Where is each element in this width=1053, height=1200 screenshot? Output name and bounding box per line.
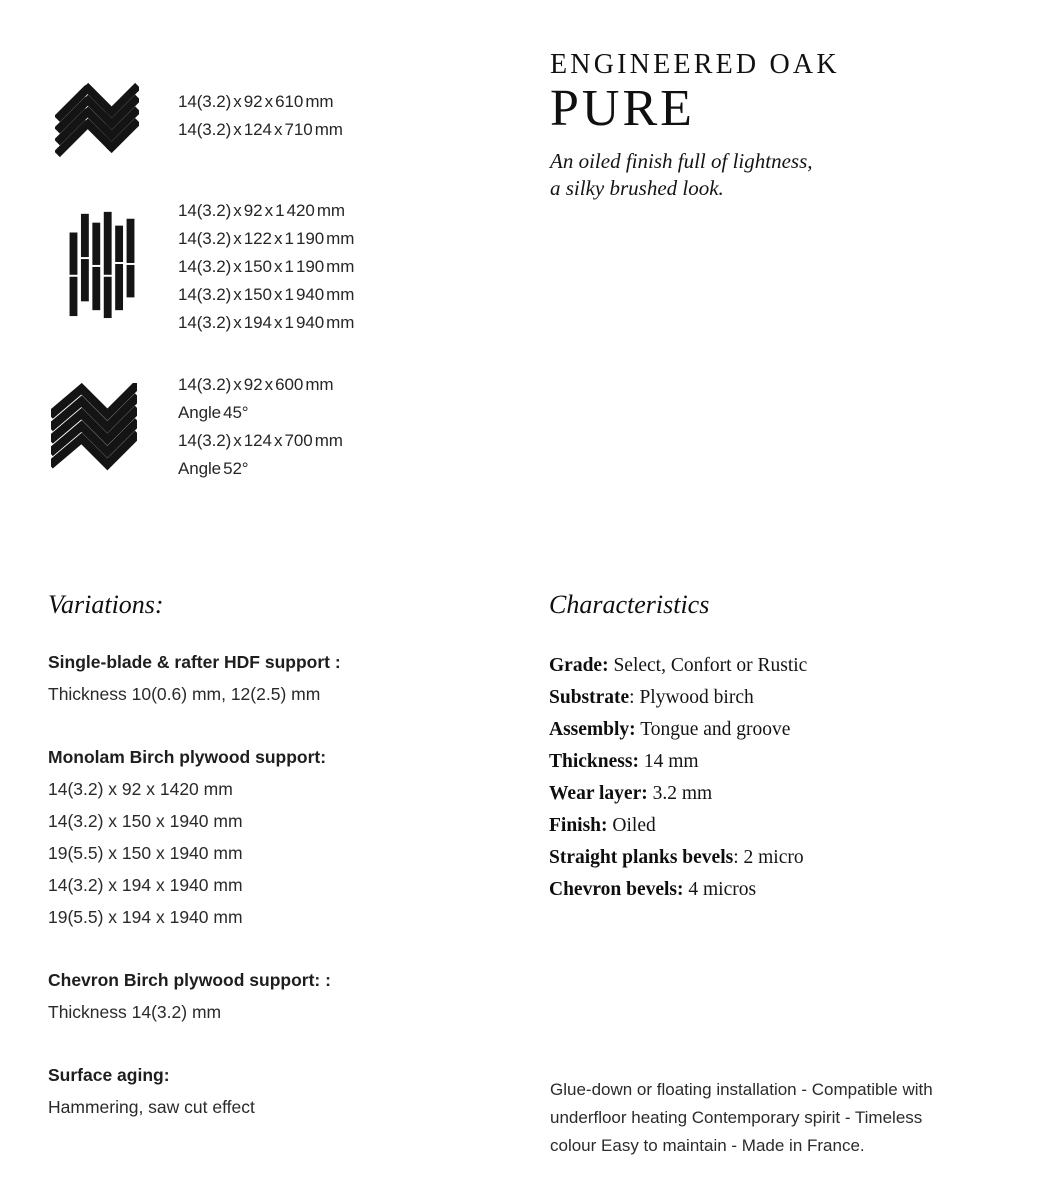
variation-line: 14(3.2) x 150 x 1940 mm — [48, 811, 243, 831]
variations-heading: Variations: — [48, 590, 164, 619]
characteristic-value: Tongue and groove — [635, 719, 791, 740]
characteristics-heading: Characteristics — [549, 590, 710, 619]
variation-group-title: Surface aging: — [48, 1065, 170, 1085]
characteristic-row — [549, 842, 1029, 874]
characteristic-value: Select, Confort or Rustic — [608, 655, 808, 676]
dimension-line: 14(3.2) x 150 x 1 940 mm — [178, 285, 355, 304]
dimension-line: 14(3.2) x 92 x 1 420 mm — [178, 201, 345, 220]
variation-group — [48, 741, 518, 933]
characteristic-row — [549, 778, 1029, 810]
characteristic-label: Assembly: — [549, 719, 636, 740]
characteristic-value: Oiled — [607, 815, 656, 836]
characteristic-row — [549, 746, 1029, 778]
characteristic-value: 14 mm — [638, 751, 699, 772]
characteristic-row — [549, 874, 1029, 906]
product-header — [550, 50, 840, 202]
dimension-line: 14(3.2) x 124 x 710 mm — [178, 120, 343, 139]
format-herringbone-dimensions — [178, 88, 343, 144]
variation-group-title: Single-blade & rafter HDF support : — [48, 652, 341, 672]
characteristic-label: Wear layer: — [549, 783, 648, 804]
characteristic-label: Straight planks bevels — [549, 847, 734, 868]
variation-line: 14(3.2) x 92 x 1420 mm — [48, 779, 233, 799]
characteristic-label: Thickness: — [549, 751, 639, 772]
dimension-line: 14(3.2) x 92 x 610 mm — [178, 92, 334, 111]
chevron-pattern-icon — [51, 383, 137, 471]
characteristic-row — [549, 810, 1029, 842]
dimension-line: Angle 45° — [178, 403, 249, 422]
variation-group-title: Monolam Birch plywood support: — [48, 747, 327, 767]
characteristic-label: Substrate — [549, 687, 630, 708]
variations-section — [48, 646, 518, 1154]
variation-line: Thickness 10(0.6) mm, 12(2.5) mm — [48, 684, 321, 704]
herringbone-pattern-icon — [55, 78, 139, 162]
random-planks-pattern-icon — [69, 204, 135, 320]
dimension-line: 14(3.2) x 92 x 600 mm — [178, 375, 334, 394]
characteristic-value: : Plywood birch — [629, 687, 754, 708]
characteristic-value: : 2 micro — [733, 847, 804, 868]
format-chevron-dimensions — [178, 371, 343, 483]
installation-notes: Glue-down or floating installation - Compatible with underfloor heating Contemporary spirit - Timeless colour Easy to maintain - Made in France. — [550, 1080, 933, 1155]
variation-line: Hammering, saw cut effect — [48, 1097, 255, 1117]
format-planks-dimensions — [178, 197, 354, 337]
characteristic-value: 4 micros — [683, 879, 757, 900]
variation-group-title: Chevron Birch plywood support: : — [48, 970, 331, 990]
dimension-line: 14(3.2) x 150 x 1 190 mm — [178, 257, 355, 276]
variation-line: 14(3.2) x 194 x 1940 mm — [48, 875, 243, 895]
dimension-line: Angle 52° — [178, 459, 249, 478]
characteristic-row — [549, 682, 1029, 714]
dimension-line: 14(3.2) x 124 x 700 mm — [178, 431, 343, 450]
characteristic-label: Finish: — [549, 815, 608, 836]
variation-line: 19(5.5) x 194 x 1940 mm — [48, 907, 243, 927]
variation-line: Thickness 14(3.2) mm — [48, 1002, 222, 1022]
characteristic-label: Grade: — [549, 655, 609, 676]
collection-kicker: ENGINEERED OAK — [550, 49, 840, 80]
dimension-line: 14(3.2) x 122 x 1 190 mm — [178, 229, 355, 248]
variation-group — [48, 964, 518, 1028]
characteristic-value: 3.2 mm — [647, 783, 713, 804]
characteristic-row — [549, 650, 1029, 682]
variation-group — [48, 646, 518, 710]
tagline-line: An oiled finish full of lightness, — [550, 149, 813, 173]
tagline-line: a silky brushed look. — [550, 176, 724, 200]
characteristic-label: Chevron bevels: — [549, 879, 684, 900]
product-title: PURE — [550, 80, 695, 137]
product-tagline — [550, 148, 840, 202]
variation-group — [48, 1059, 518, 1123]
variation-line: 19(5.5) x 150 x 1940 mm — [48, 843, 243, 863]
characteristic-row — [549, 714, 1029, 746]
dimension-line: 14(3.2) x 194 x 1 940 mm — [178, 313, 355, 332]
characteristics-section — [549, 650, 1029, 906]
